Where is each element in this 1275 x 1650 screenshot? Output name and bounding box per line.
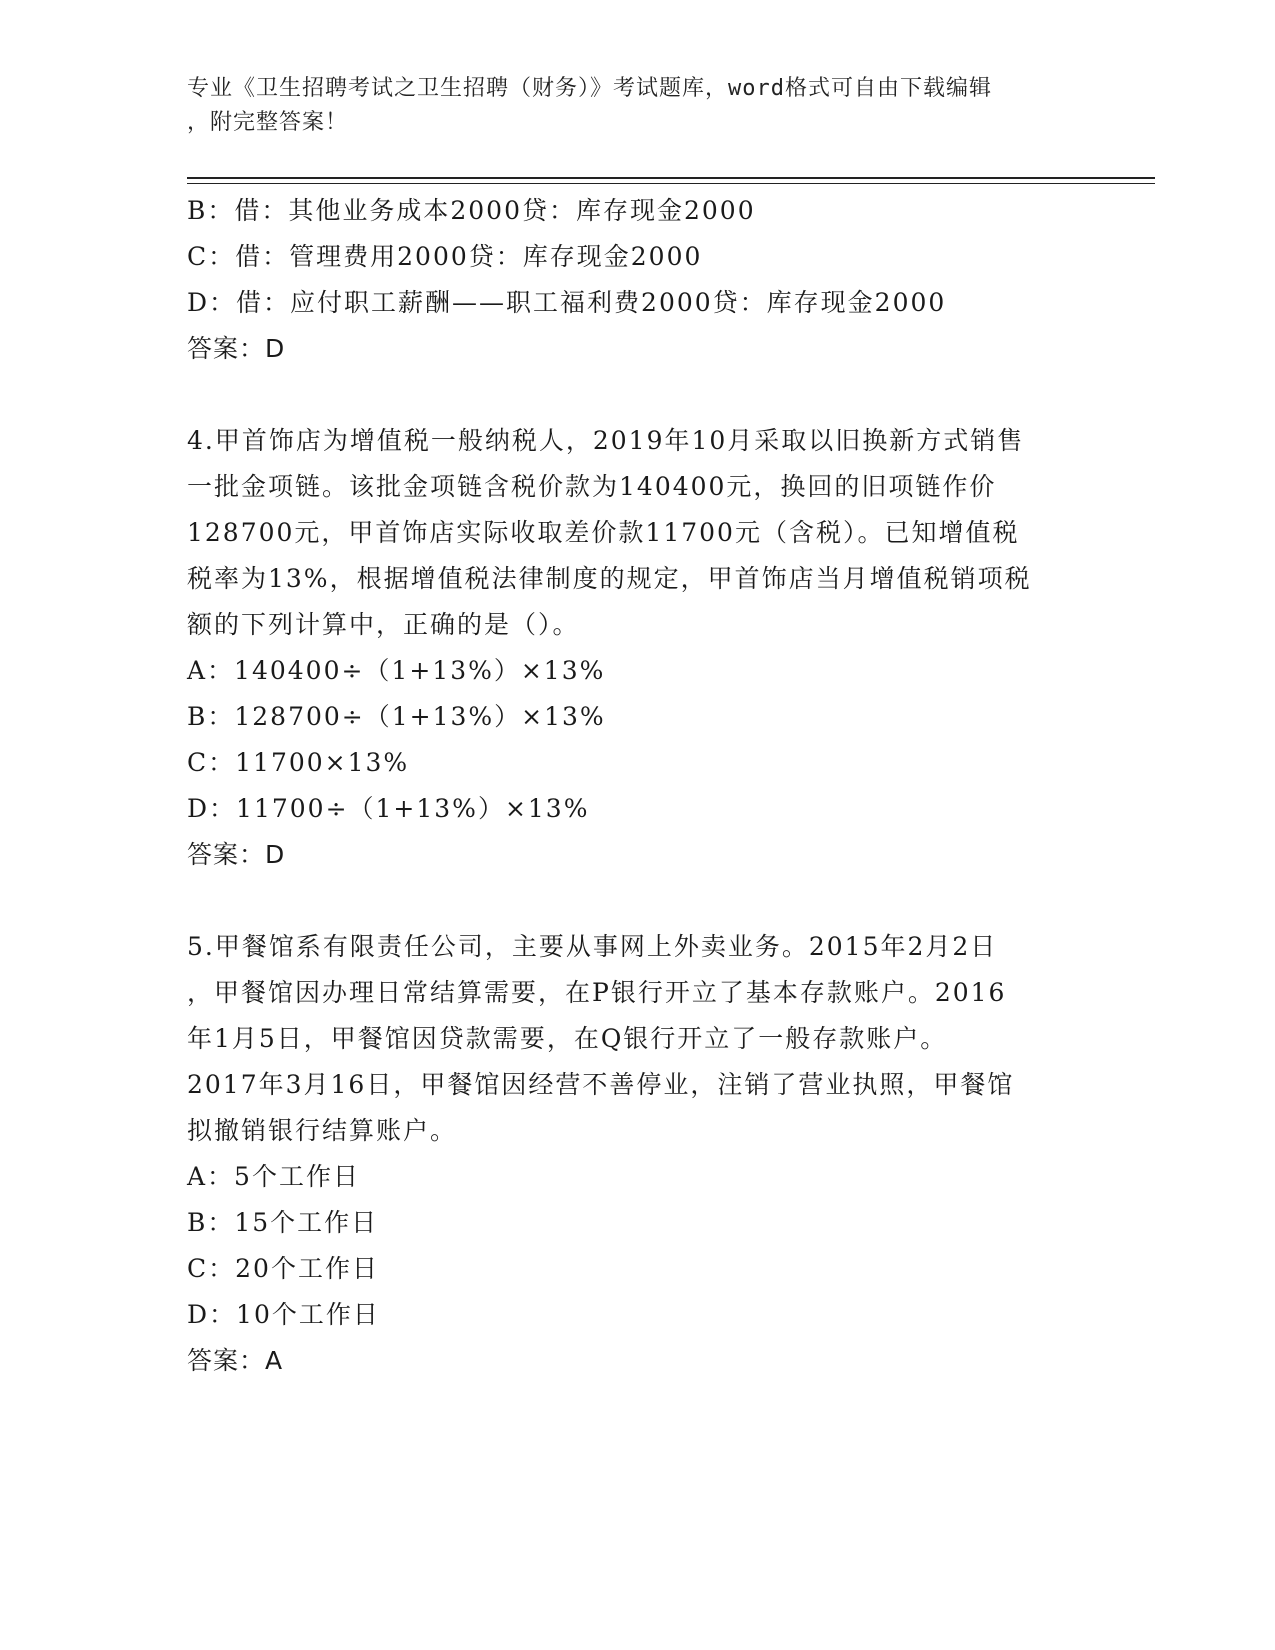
option-d: D：借：应付职工薪酬——职工福利费2000贷：库存现金2000 [187,288,947,317]
option-c: C：11700×13% [187,748,410,777]
answer: 答案：A [187,1346,284,1375]
question-text-line: 税率为13%，根据增值税法律制度的规定，甲首饰店当月增值税销项税 [187,564,1032,593]
header-line-2: ，附完整答案！ [187,110,349,135]
option-a: A：5个工作日 [187,1162,360,1191]
question-5 [187,924,1087,1384]
spacer [187,372,1087,418]
answer: 答案：D [187,334,286,363]
option-a: A：140400÷（1+13%）×13% [187,656,606,685]
document-body [187,188,1087,1384]
answer: 答案：D [187,840,286,869]
previous-question-tail [187,188,1087,372]
question-text-line: 4.甲首饰店为增值税一般纳税人，2019年10月采取以旧换新方式销售 [187,426,1025,455]
option-d: D：11700÷（1+13%）×13% [187,794,590,823]
question-text-line: 一批金项链。该批金项链含税价款为140400元，换回的旧项链作价 [187,472,997,501]
header-divider-thin [187,183,1155,184]
question-text-line: 5.甲餐馆系有限责任公司，主要从事网上外卖业务。2015年2月2日 [187,932,998,961]
document-header [187,72,1087,140]
question-text-line: 2017年3月16日，甲餐馆因经营不善停业，注销了营业执照，甲餐馆 [187,1070,1015,1099]
question-text-line: 额的下列计算中，正确的是（）。 [187,610,580,639]
question-text-line: 拟撤销银行结算账户。 [187,1116,458,1145]
option-d: D：10个工作日 [187,1300,380,1329]
question-4 [187,418,1087,878]
option-c: C：借：管理费用2000贷：库存现金2000 [187,242,703,271]
option-b: B：15个工作日 [187,1208,379,1237]
option-b: B：128700÷（1+13%）×13% [187,702,606,731]
question-text-line: ，甲餐馆因办理日常结算需要，在P银行开立了基本存款账户。2016 [187,978,1007,1007]
question-text-line: 年1月5日，甲餐馆因贷款需要，在Q银行开立了一般存款账户。 [187,1024,948,1053]
header-line-1: 专业《卫生招聘考试之卫生招聘（财务）》考试题库，word格式可自由下载编辑 [187,76,992,101]
spacer [187,878,1087,924]
header-divider-thick [187,177,1155,179]
question-text-line: 128700元，甲首饰店实际收取差价款11700元（含税）。已知增值税 [187,518,1020,547]
option-c: C：20个工作日 [187,1254,379,1283]
option-b: B：借：其他业务成本2000贷：库存现金2000 [187,196,756,225]
